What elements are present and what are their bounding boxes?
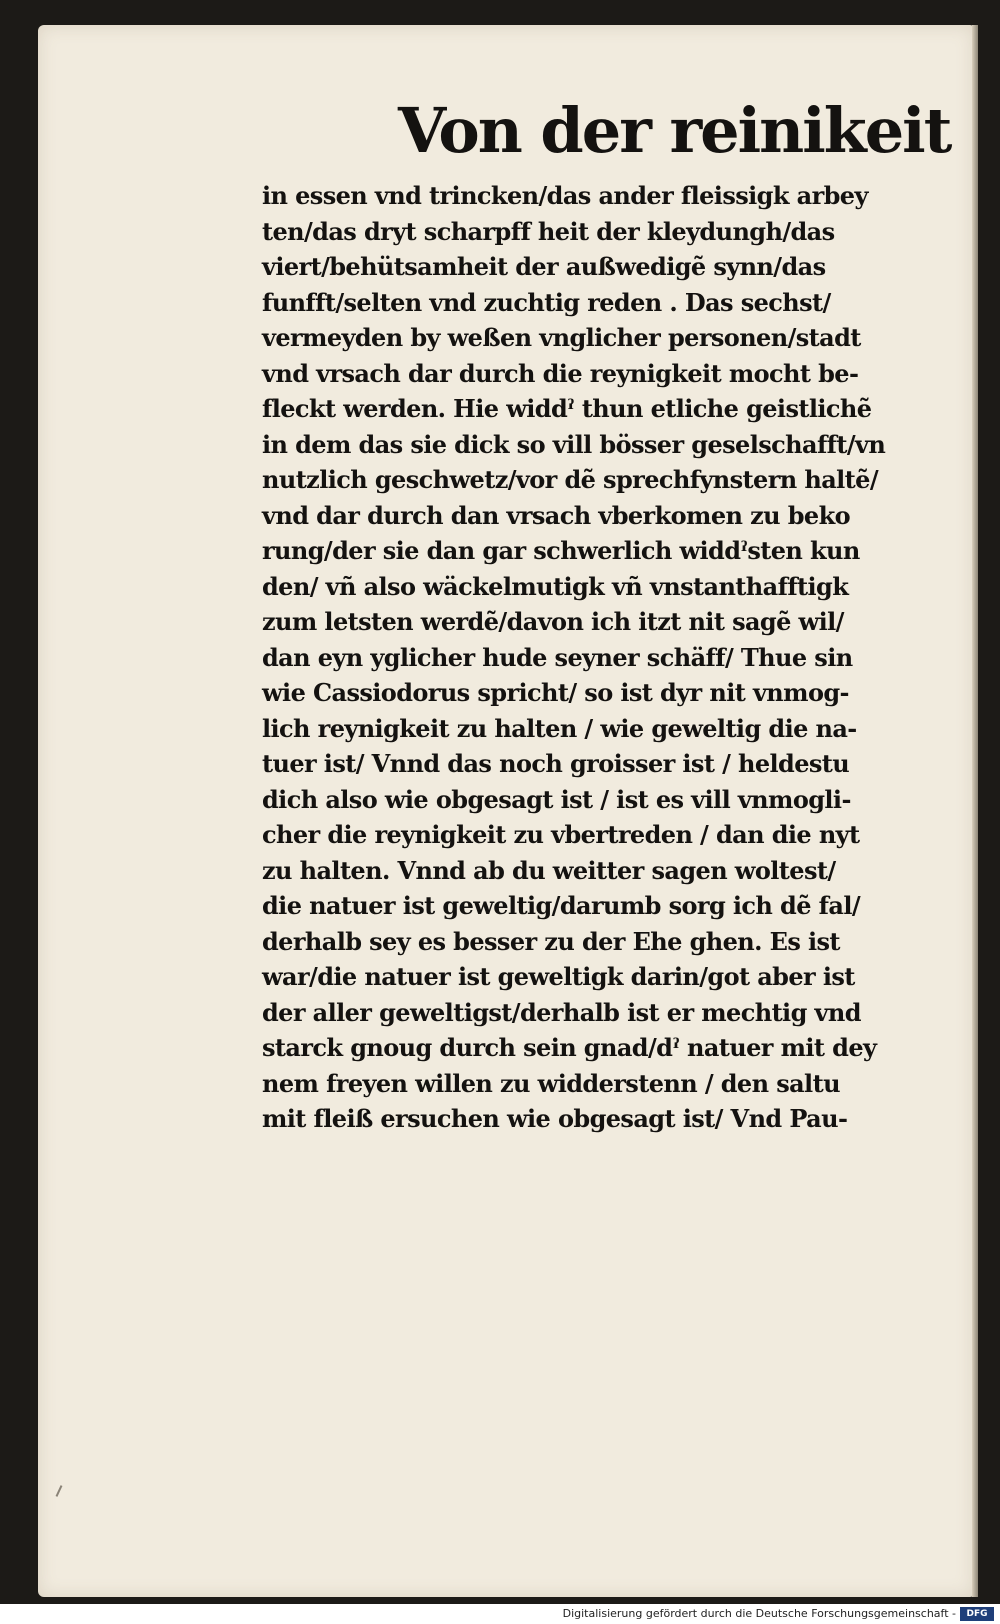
text-line: vnd vrsach dar durch die reynigkeit mocht be- [262,358,859,388]
text-line: der aller geweltigst/derhalb ist er mechtig vnd [262,997,861,1027]
text-line: cher die reynigkeit zu vbertreden / dan die nyt [262,820,860,849]
running-heading: Von der reinikeit [398,94,951,167]
text-line: fleckt werden. Hie widdˀ thun etliche geistlichẽ [262,394,872,423]
text-line: die natuer ist geweltig/darumb sorg ich dẽ fal/ [262,891,861,920]
text-line: nem freyen willen zu widderstenn / den saltu [262,1068,840,1098]
pencil-mark [56,1485,63,1497]
text-line: starck gnoug durch sein gnad/dˀ natuer mit dey [262,1033,877,1062]
text-line: mit fleiß ersuchen wie obgesagt ist/ Vnd Pau- [262,1104,848,1133]
funding-credit: Digitalisierung gefördert durch die Deutsche Forschungsgemeinschaft - [562,1607,956,1620]
text-line: viert/behütsamheit der außwedigẽ synn/das [262,252,826,281]
dfg-logo: DFG [960,1607,994,1621]
text-line: wie Cassiodorus spricht/ so ist dyr nit vnmog- [262,678,849,707]
body-text-block [262,178,902,1137]
page-edge [972,25,978,1597]
text-line: funfft/selten vnd zuchtig reden . Das sechst/ [262,287,831,317]
footer-bar [0,1604,1000,1624]
text-line: war/die natuer ist geweltigk darin/got aber ist [262,962,855,991]
text-line: zum letsten werdẽ/davon ich itzt nit sagẽ wil/ [262,607,844,636]
text-line: vermeyden by weßen vnglicher personen/stadt [262,323,861,352]
text-line: tuer ist/ Vnnd das noch groisser ist / heldestu [262,749,850,778]
text-line: derhalb sey es besser zu der Ehe ghen. Es ist [262,926,840,956]
text-line: nutzlich geschwetz/vor dẽ sprechfynstern haltẽ/ [262,465,879,494]
text-line: vnd dar durch dan vrsach vberkomen zu beko [262,500,851,530]
text-line: den/ vñ also wäckelmutigk vñ vnstanthafftigk [262,571,849,601]
text-line: in essen vnd trincken/das ander fleissigk arbey [262,181,868,210]
text-line: zu halten. Vnnd ab du weitter sagen woltest/ [262,855,836,885]
text-line: in dem das sie dick so vill bösser geselschafft/vn [262,429,886,459]
text-line: rung/der sie dan gar schwerlich widdˀsten kun [262,536,860,565]
text-line: lich reynigkeit zu halten / wie geweltig die na- [262,713,857,743]
text-line: dan eyn yglicher hude seyner schäff/ Thue sin [262,642,853,672]
text-line: ten/das dryt scharpff heit der kleydungh/das [262,216,835,246]
text-line: dich also wie obgesagt ist / ist es vill vnmogli- [262,784,851,814]
